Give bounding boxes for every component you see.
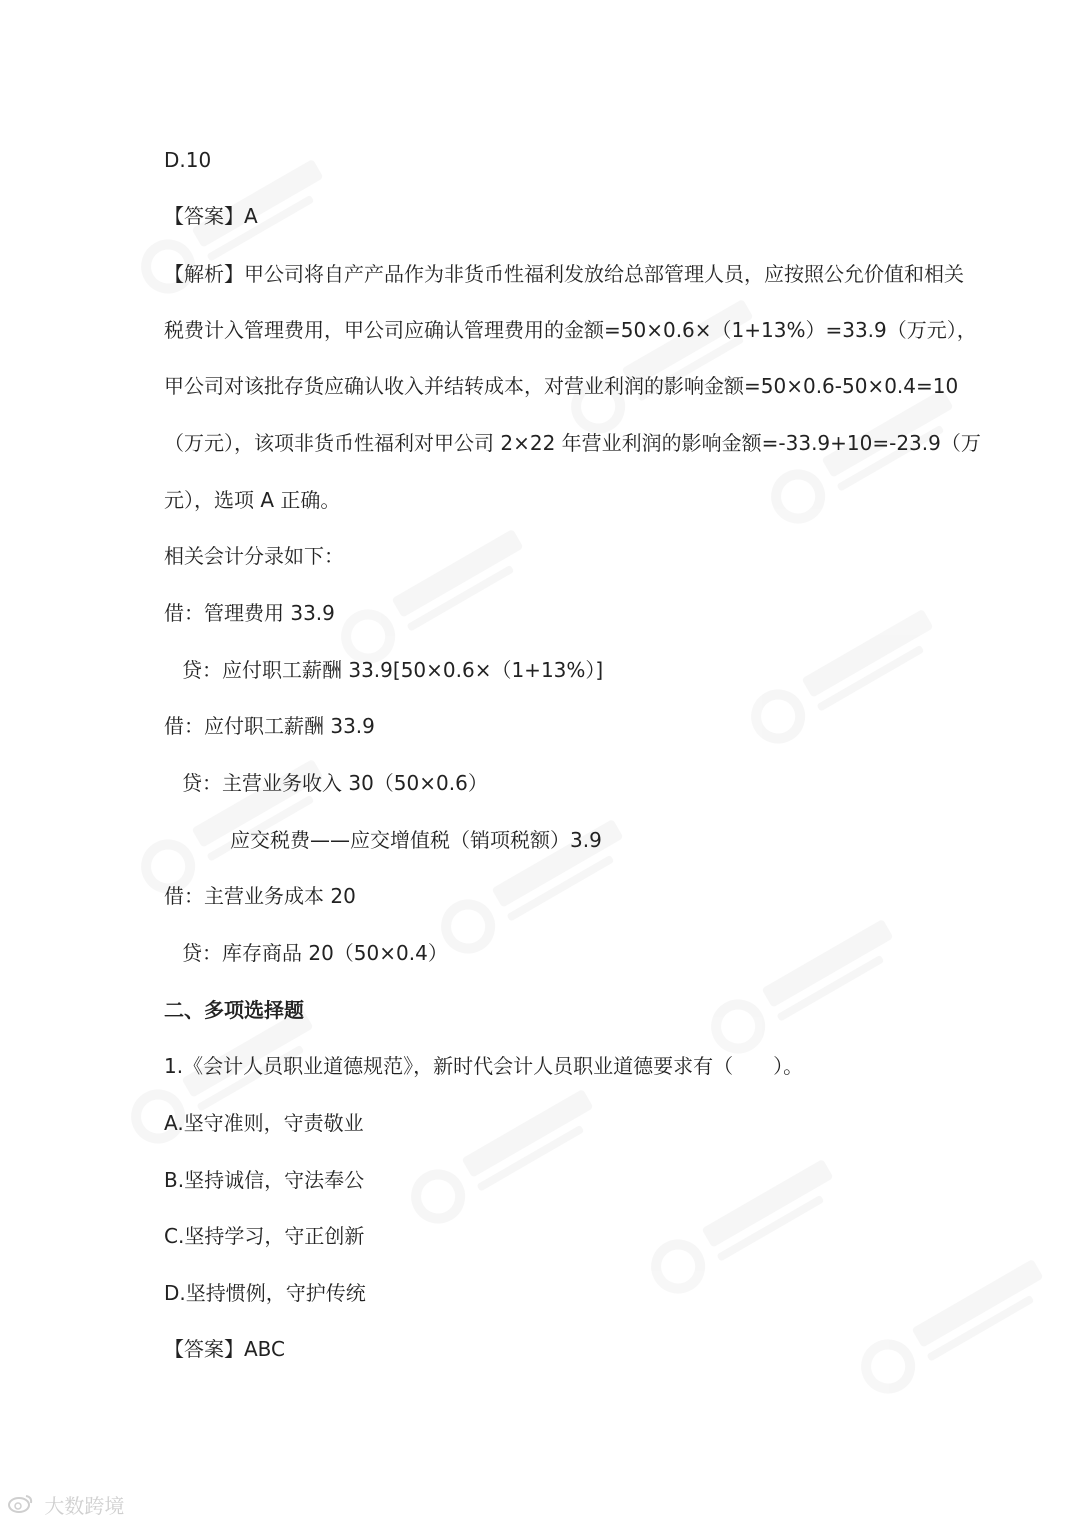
option-d-2: D.坚持惯例，守护传统 — [164, 1281, 366, 1305]
watermark-logo — [637, 1140, 863, 1311]
journal-credit-2b: 应交税费——应交增值税（销项税额）3.9 — [230, 828, 602, 852]
corner-logo — [8, 1492, 124, 1522]
journal-debit-2: 借：应付职工薪酬 33.9 — [164, 714, 375, 738]
question-1: 1.《会计人员职业道德规范》，新时代会计人员职业道德要求有（ ）。 — [164, 1054, 804, 1078]
watermark-logo — [327, 510, 553, 681]
analysis-line-4: （万元），该项非货币性福利对甲公司 2×22 年营业利润的影响金额=-33.9+10=-23.9（万 — [164, 431, 981, 455]
analysis-line-2: 税费计入管理费用，甲公司应确认管理费用的金额=50×0.6×（1+13%）=33.9（万元）， — [164, 318, 977, 342]
option-d: D.10 — [164, 148, 212, 172]
answer-line: 【答案】A — [164, 204, 258, 228]
journal-credit-3: 贷：库存商品 20（50×0.4） — [182, 941, 448, 965]
option-a: A.坚守准则，守责敬业 — [164, 1111, 364, 1135]
watermark-logo — [737, 590, 963, 761]
watermark-logo — [397, 1070, 623, 1241]
analysis-line-5: 元），选项 A 正确。 — [164, 488, 341, 512]
answer-line-2: 【答案】ABC — [164, 1337, 286, 1361]
entries-intro: 相关会计分录如下： — [164, 544, 344, 568]
option-c: C.坚持学习，守正创新 — [164, 1224, 365, 1248]
analysis-line-1: 【解析】甲公司将自产产品作为非货币性福利发放给总部管理人员，应按照公允价值和相关 — [164, 262, 964, 286]
watermark-logo — [697, 900, 923, 1071]
watermark-logo — [847, 1240, 1073, 1411]
journal-credit-1: 贷：应付职工薪酬 33.9[50×0.6×（1+13%）] — [182, 658, 604, 682]
analysis-line-3: 甲公司对该批存货应确认收入并结转成本，对营业利润的影响金额=50×0.6-50×0.4=10 — [164, 374, 959, 398]
journal-debit-3: 借：主营业务成本 20 — [164, 884, 356, 908]
journal-credit-2: 贷：主营业务收入 30（50×0.6） — [182, 771, 488, 795]
weibo-icon — [8, 1493, 34, 1522]
section-heading: 二、多项选择题 — [164, 998, 304, 1022]
watermark-logo — [557, 280, 783, 451]
corner-logo-text: 大数跨境 — [44, 1494, 125, 1518]
option-b: B.坚持诚信，守法奉公 — [164, 1168, 365, 1192]
journal-debit-1: 借：管理费用 33.9 — [164, 601, 335, 625]
